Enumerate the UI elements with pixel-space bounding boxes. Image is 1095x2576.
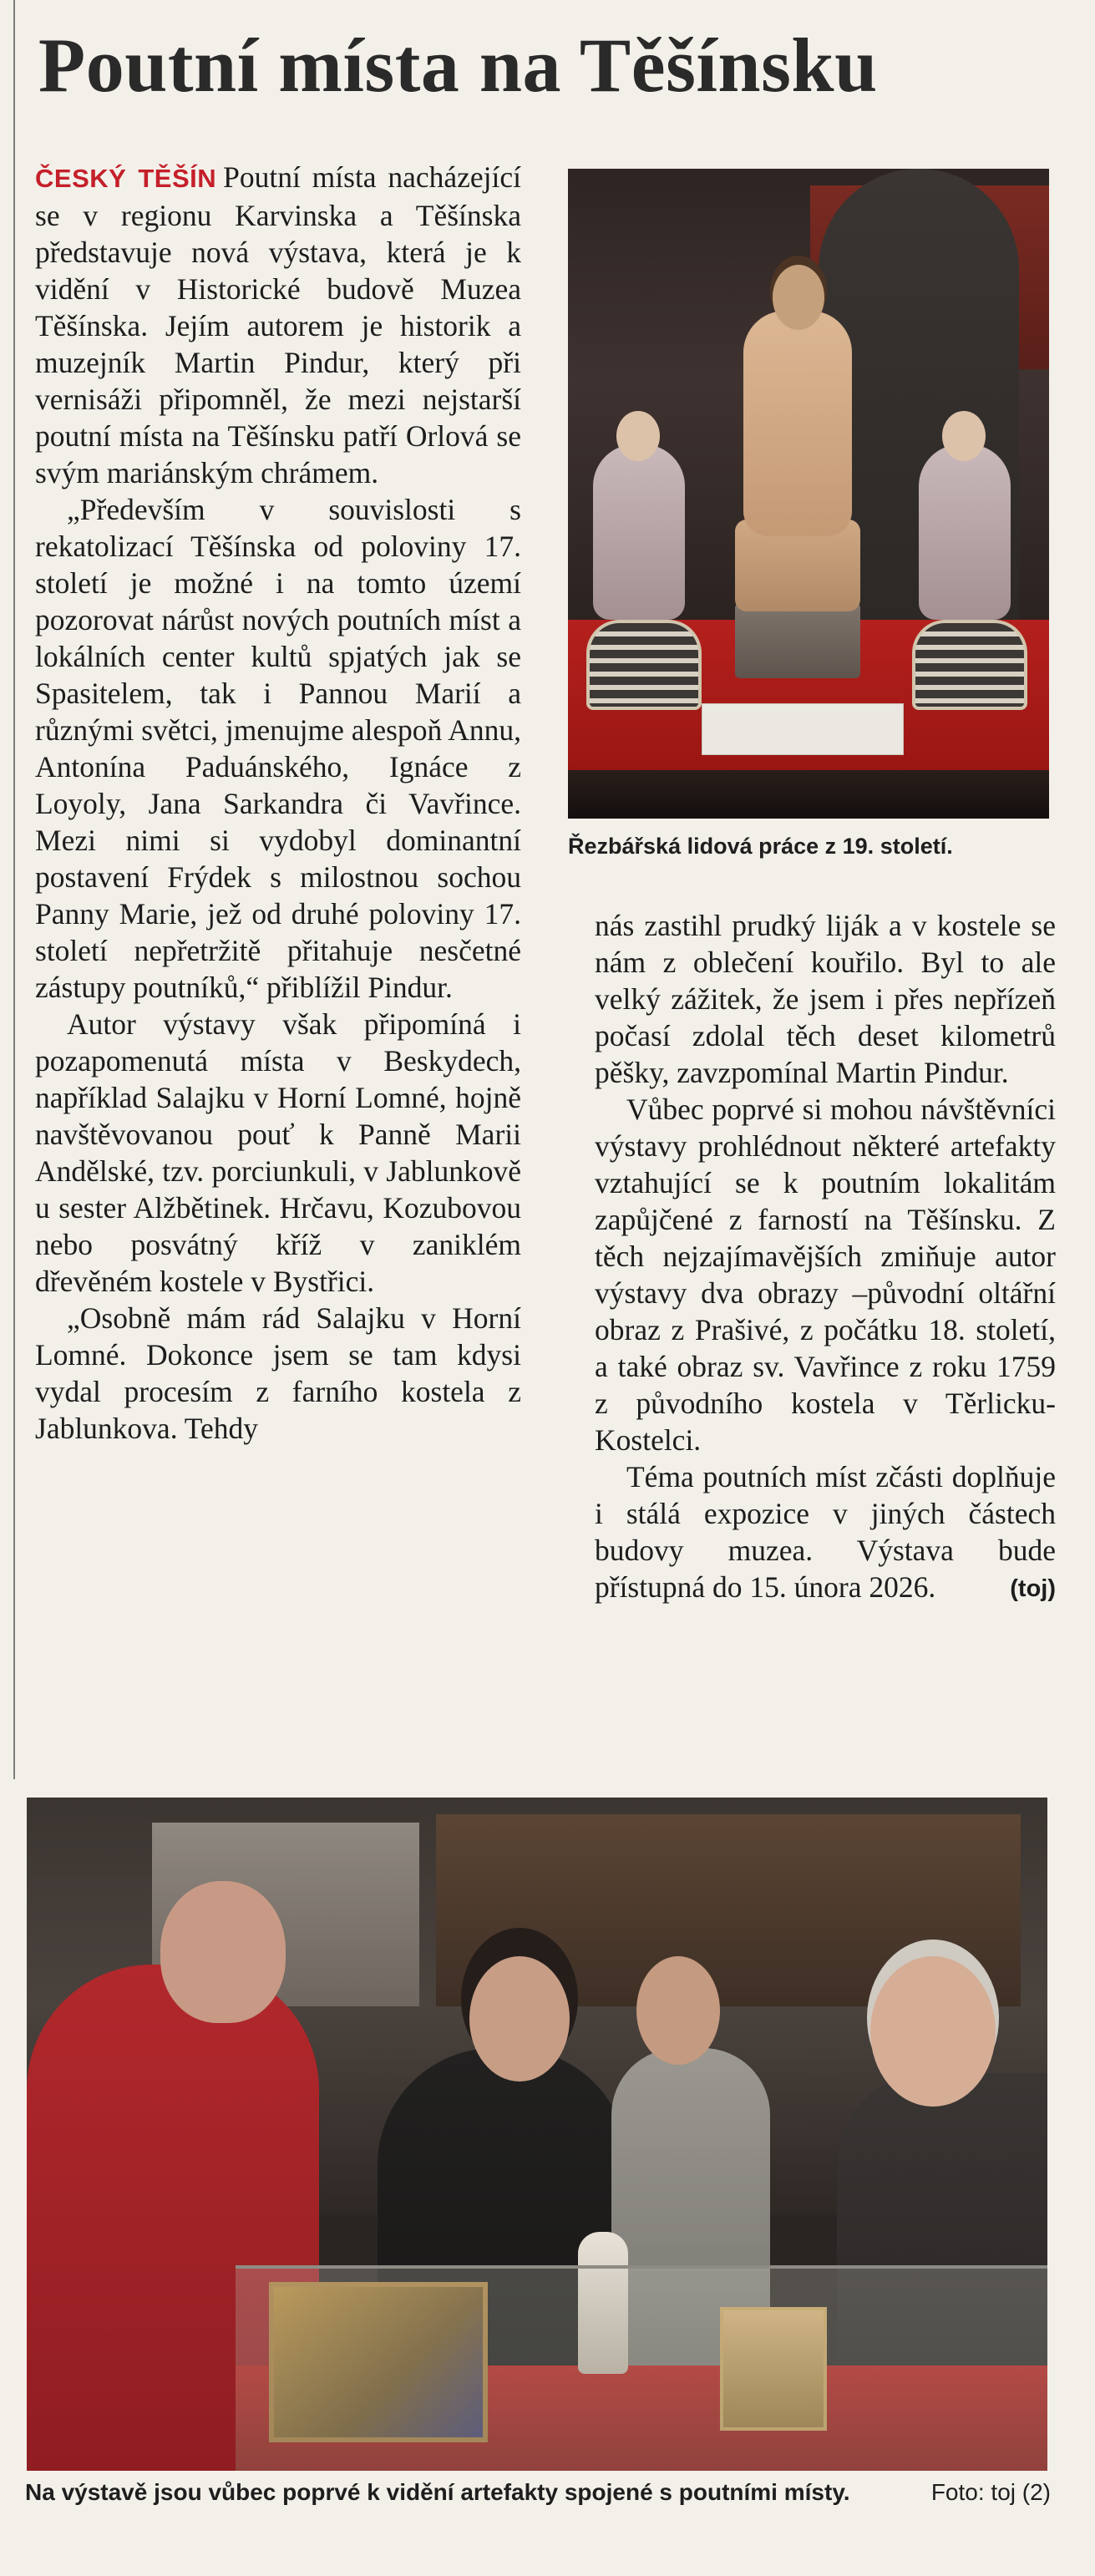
visitor-man-red-shirt-head (160, 1881, 286, 2023)
carving-christ-body (743, 311, 852, 536)
carving-base-right (912, 620, 1027, 710)
author-signoff: (toj) (1010, 1575, 1056, 1602)
photo-exhibition-visitors (27, 1798, 1047, 2471)
photo-pedestal (735, 603, 860, 678)
carving-angel-right (919, 444, 1011, 620)
article-paragraph-5: nás zastihl prudký liják a v kostele se nám z oblečení kouřilo. Byl to ale velký zážitek, že jsem i přes nepřízeň počasí zdolal těch deset kilometrů pěšky, zavzpomínal Martin Pindur. (595, 909, 1056, 1089)
photo-caption-carving: Řezbářská lidová práce z 19. století. (568, 834, 953, 859)
carving-angel-right-head (942, 411, 986, 461)
paragraph-text: Téma poutních míst zčásti doplňuje i stálá expozice v jiných částech budovy muzea. Výstava bude přístupná do 15. února 2026. (595, 1460, 1056, 1604)
article-paragraph-1 (35, 159, 521, 491)
visitor-man-grey-head (636, 1956, 720, 2065)
paragraph-text: Poutní místa nacházející se v regionu Karvinska a Těšínska představuje nová výstava, která je k vidění v Historické budově Muzea Těšínska. Jejím autorem je historik a muzejník Martin Pindur, který při vernisáži připomněl, že mezi nejstarší poutní místa na Těšínsku patří Orlová se svým mariánským chrámem. (35, 160, 521, 489)
article-left-column (35, 159, 521, 1447)
exhibit-label-card (702, 703, 904, 755)
visitor-woman-head (469, 1956, 570, 2082)
photo-credit: Foto: toj (2) (930, 2479, 1051, 2505)
photo-folk-carving (568, 169, 1049, 819)
display-case-glass (236, 2265, 1047, 2471)
dateline: ČESKÝ TĚŠÍN (35, 164, 217, 193)
carving-angel-left (593, 444, 685, 620)
display-front-edge (568, 770, 1049, 819)
photo-caption-visitors: Na výstavě jsou vůbec poprvé k vidění artefakty spojené s poutními místy. (25, 2479, 850, 2505)
visitor-man-white-hair-head (870, 1956, 996, 2107)
article-right-column (595, 907, 1056, 1607)
carving-base-left (586, 620, 702, 710)
article-paragraph-2: „Především v souvislosti s rekatolizací Těšínska od poloviny 17. století je možné i na tomto území pozorovat nárůst nových poutních míst a lokálních center kultů spjatých jak se Spasitelem, tak i Pannou Marií a různými světci, jmenujme alespoň Annu, Antonína Paduánského, Ignáce z Loyoly, Jana Sarkandra či Vavřince. Mezi nimi si vydobyl dominantní postavení Frýdek s milostnou sochou Panny Marie, jež od druhé poloviny 17. století nepřetržitě přitahuje nesčetné zástupy poutníků,“ přiblížil Pindur. (35, 493, 521, 1004)
column-rule (13, 0, 15, 1779)
article-paragraph-7 (595, 1458, 1056, 1605)
article-paragraph-6: Vůbec poprvé si mohou návštěvníci výstavy prohlédnout některé artefakty vztahující se k poutním lokalitám zapůjčené z farností na Těšínsku. Z těch nejzajímavějších zmiňuje autor výstavy dva obrazy –původní oltářní obraz z Prašivé, z počátku 18. století, a také obraz sv. Vavřince z roku 1759 z původního kostela v Těrlicku-Kostelci. (595, 1093, 1056, 1457)
carving-angel-left-head (616, 411, 660, 461)
article-paragraph-3: Autor výstavy však připomíná i pozapomenutá místa v Beskydech, například Salajku v Horní Lomné, hojně navštěvovanou pouť k Panně Marii Andělské, tzv. porciunkuli, v Jablunkově u sester Alžbětinek. Hrčavu, Kozubovou nebo posvátný kříž v zaniklém dřevěném kostele v Bystřici. (35, 1007, 521, 1298)
article-paragraph-4: „Osobně mám rád Salajku v Horní Lomné. Dokonce jsem se tam kdysi vydal procesím z farního kostela z Jablunkova. Tehdy (35, 1301, 521, 1445)
carving-christ-head (773, 265, 824, 330)
headline: Poutní místa na Těšínsku (38, 23, 878, 108)
